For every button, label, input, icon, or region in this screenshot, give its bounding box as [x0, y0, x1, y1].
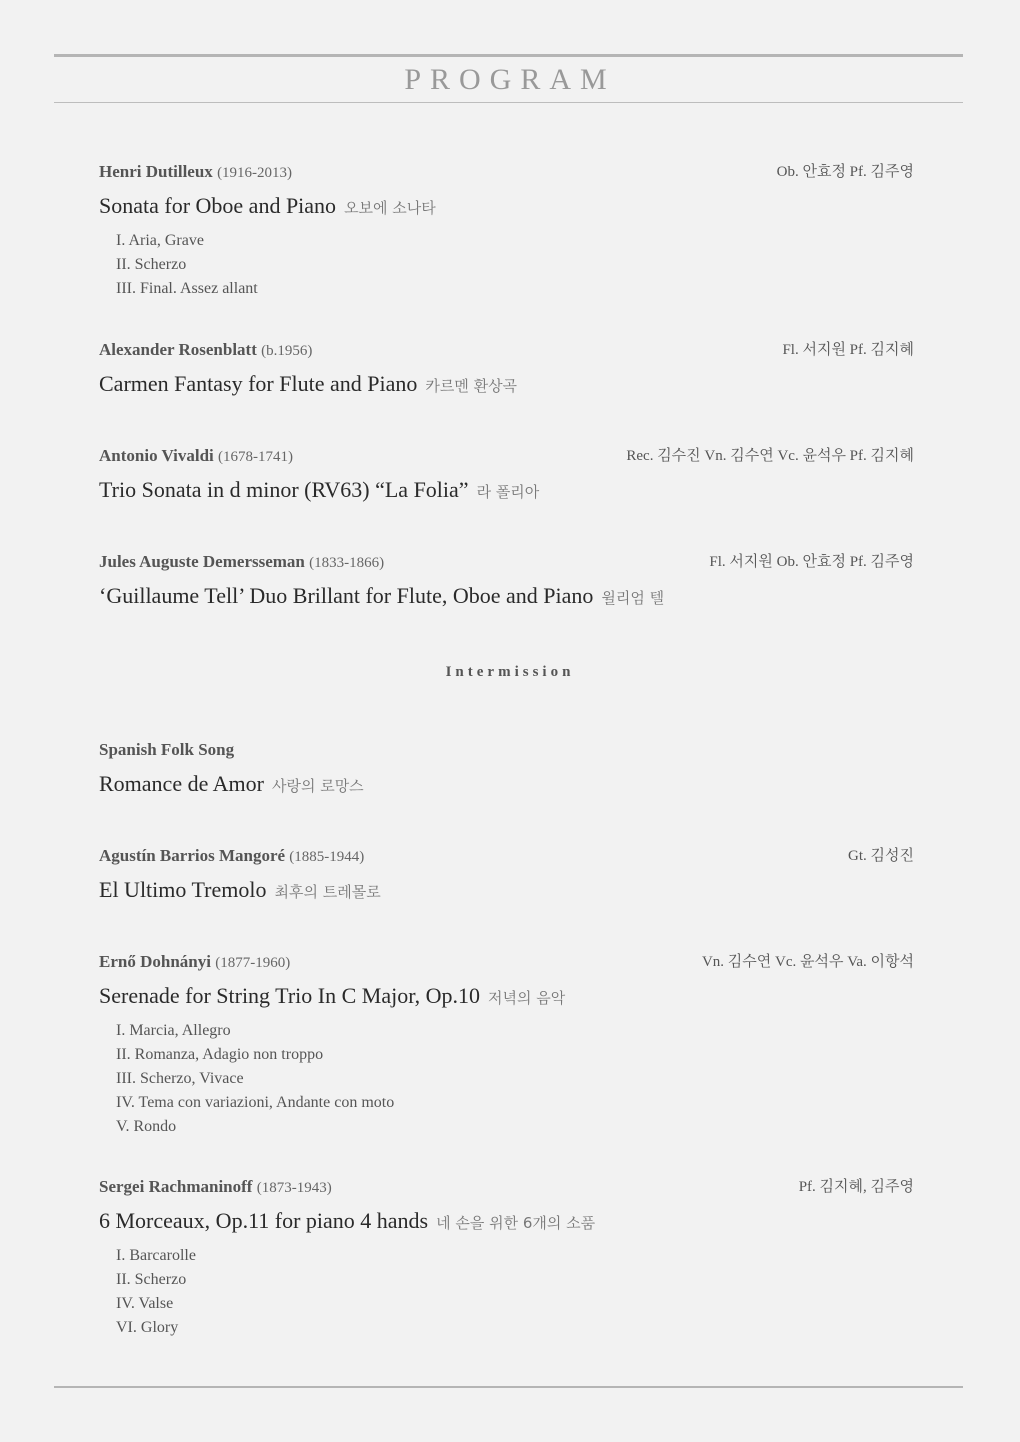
- performers: Fl. 서지원 Pf. 김지혜: [782, 342, 914, 358]
- composer-name: Henri Dutilleux: [99, 162, 213, 181]
- performers: Ob. 안효정 Pf. 김주영: [776, 164, 914, 180]
- korean-title: 네 손을 위한 6개의 소품: [436, 1214, 596, 1232]
- movement: I. Barcarolle: [116, 1247, 196, 1264]
- work-title: Romance de Amor: [99, 771, 264, 796]
- composer-name: Jules Auguste Demersseman: [99, 552, 305, 571]
- composer-name: Ernő Dohnányi: [99, 952, 211, 971]
- composer-years: (1916-2013): [217, 165, 293, 181]
- korean-title: 오보에 소나타: [344, 199, 436, 217]
- program-piece: [99, 445, 914, 507]
- performers: Rec. 김수진 Vn. 김수연 Vc. 윤석우 Pf. 김지혜: [626, 448, 914, 464]
- performers: Fl. 서지원 Ob. 안효정 Pf. 김주영: [709, 554, 914, 570]
- performers: Gt. 김성진: [848, 848, 914, 864]
- program-piece: [99, 845, 914, 907]
- korean-title: 저녁의 음악: [488, 989, 566, 1007]
- korean-title: 사랑의 로망스: [271, 777, 364, 795]
- movement: I. Marcia, Allegro: [116, 1022, 231, 1039]
- composer-years: (1678-1741): [218, 449, 294, 465]
- movement: II. Scherzo: [116, 256, 187, 273]
- movement: I. Aria, Grave: [116, 232, 204, 249]
- composer-name: Alexander Rosenblatt: [99, 340, 257, 359]
- movement: IV. Valse: [116, 1295, 174, 1312]
- bottom-rule: [54, 1386, 963, 1388]
- performers: Pf. 김지혜, 김주영: [798, 1179, 914, 1195]
- work-title: Serenade for String Trio In C Major, Op.10: [99, 983, 481, 1008]
- title-underline: [54, 102, 963, 103]
- work-title: El Ultimo Tremolo: [99, 877, 267, 902]
- composer-years: (1877-1960): [215, 955, 291, 971]
- korean-title: 최후의 트레몰로: [274, 883, 381, 901]
- composer-name: Spanish Folk Song: [99, 740, 235, 759]
- intermission-label: Intermission: [445, 664, 575, 680]
- movement: IV. Tema con variazioni, Andante con moto: [116, 1094, 395, 1111]
- program-piece: [99, 951, 914, 1139]
- movement: V. Rondo: [116, 1118, 177, 1135]
- movement: VI. Glory: [116, 1319, 179, 1336]
- korean-title: 윌리엄 텔: [601, 589, 665, 607]
- composer-years: (1885-1944): [289, 849, 365, 865]
- korean-title: 라 폴리아: [476, 483, 540, 501]
- composer-name: Antonio Vivaldi: [99, 446, 214, 465]
- movement-list: [116, 1019, 914, 1139]
- page-title: PROGRAM: [404, 63, 616, 96]
- movement: II. Scherzo: [116, 1271, 187, 1288]
- work-title: Carmen Fantasy for Flute and Piano: [99, 371, 418, 396]
- work-title: 6 Morceaux, Op.11 for piano 4 hands: [99, 1208, 429, 1233]
- program-piece: [99, 551, 914, 613]
- movement: II. Romanza, Adagio non troppo: [116, 1046, 324, 1063]
- performers: Vn. 김수연 Vc. 윤석우 Va. 이항석: [701, 954, 914, 970]
- work-title: ‘Guillaume Tell’ Duo Brillant for Flute, Oboe and Piano: [99, 583, 594, 608]
- movement: III. Scherzo, Vivace: [116, 1070, 244, 1087]
- composer-years: (1873-1943): [256, 1180, 332, 1196]
- work-title: Sonata for Oboe and Piano: [99, 193, 337, 218]
- program-piece: [99, 739, 914, 801]
- composer-years: (1833-1866): [309, 555, 385, 571]
- movement: III. Final. Assez allant: [116, 280, 258, 297]
- composer-name: Agustín Barrios Mangoré: [99, 846, 286, 865]
- work-title: Trio Sonata in d minor (RV63) “La Folia”: [99, 477, 469, 502]
- composer-years: (b.1956): [261, 343, 313, 359]
- program-piece: [99, 1176, 914, 1340]
- program-piece: [99, 161, 914, 301]
- movement-list: [116, 229, 914, 301]
- composer-name: Sergei Rachmaninoff: [99, 1177, 253, 1196]
- top-rule: [54, 54, 963, 57]
- program-piece: [99, 339, 914, 401]
- korean-title: 카르멘 환상곡: [425, 377, 518, 395]
- movement-list: [116, 1244, 914, 1340]
